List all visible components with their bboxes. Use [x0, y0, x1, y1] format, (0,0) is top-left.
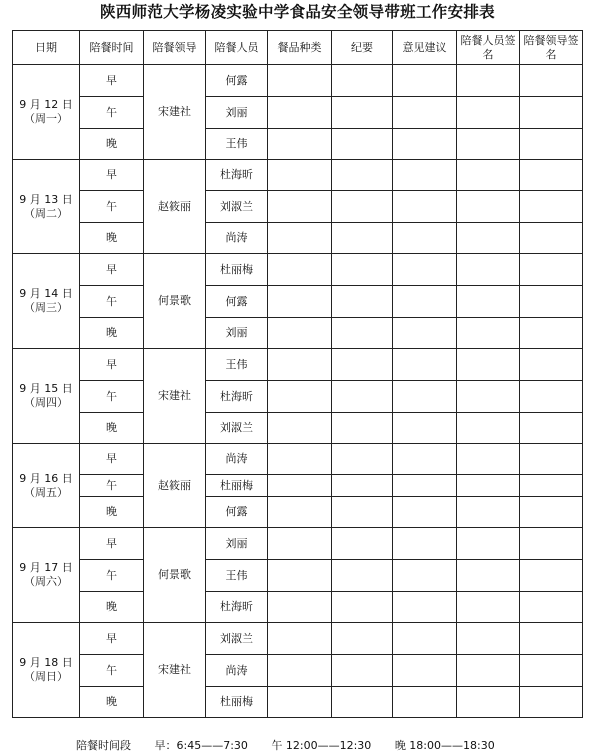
table-row	[13, 65, 583, 97]
meal-time-cell: 午	[80, 475, 144, 497]
food-type-cell[interactable]	[268, 592, 332, 623]
weekday-text: （周四）	[24, 396, 68, 409]
suggestions-cell[interactable]	[393, 129, 457, 160]
leader-signature-cell[interactable]	[520, 223, 583, 254]
schedule-table	[12, 30, 583, 718]
staff-cell: 王伟	[206, 560, 268, 592]
notes-cell[interactable]	[332, 560, 393, 592]
staff-cell: 王伟	[206, 349, 268, 381]
notes-cell[interactable]	[332, 475, 393, 497]
table-row	[13, 223, 583, 254]
header-staff: 陪餐人员	[206, 31, 268, 65]
food-type-cell[interactable]	[268, 413, 332, 444]
suggestions-cell[interactable]	[393, 623, 457, 655]
table-row	[13, 592, 583, 623]
date-cell	[13, 623, 80, 718]
leader-signature-cell[interactable]	[520, 318, 583, 349]
date-cell	[13, 444, 80, 528]
staff-signature-cell[interactable]	[457, 528, 520, 560]
page-title: 陕西师范大学杨凌实验中学食品安全领导带班工作安排表	[99, 2, 495, 21]
date-text: 9 月 14 日	[19, 287, 73, 300]
leader-cell: 宋建社	[144, 349, 206, 444]
staff-cell: 刘丽	[206, 528, 268, 560]
suggestions-cell[interactable]	[393, 444, 457, 475]
suggestions-cell[interactable]	[393, 254, 457, 286]
meal-time-cell: 午	[80, 560, 144, 592]
staff-cell: 刘淑兰	[206, 413, 268, 444]
meal-time-cell: 晚	[80, 223, 144, 254]
date-text: 9 月 17 日	[19, 561, 73, 574]
date-cell	[13, 349, 80, 444]
meal-time-cell: 午	[80, 97, 144, 129]
suggestions-cell[interactable]	[393, 687, 457, 718]
table-row	[13, 413, 583, 444]
suggestions-cell[interactable]	[393, 528, 457, 560]
notes-cell[interactable]	[332, 413, 393, 444]
leader-cell: 宋建社	[144, 623, 206, 718]
suggestions-cell[interactable]	[393, 318, 457, 349]
date-cell	[13, 160, 80, 254]
weekday-text: （周五）	[24, 485, 68, 499]
staff-cell: 何露	[206, 286, 268, 318]
weekday-text: （周二）	[24, 206, 68, 220]
date-text: 9 月 18 日	[19, 656, 73, 669]
staff-signature-cell[interactable]	[457, 286, 520, 318]
food-type-cell[interactable]	[268, 560, 332, 592]
meal-time-cell: 早	[80, 528, 144, 560]
weekday-text: （周一）	[24, 112, 68, 125]
leader-signature-cell[interactable]	[520, 65, 583, 97]
staff-cell: 刘丽	[206, 318, 268, 349]
leader-signature-cell[interactable]	[520, 381, 583, 413]
staff-cell: 尚涛	[206, 655, 268, 687]
staff-cell: 杜海昕	[206, 592, 268, 623]
leader-signature-cell[interactable]	[520, 191, 583, 223]
food-type-cell[interactable]	[268, 129, 332, 160]
table-row	[13, 381, 583, 413]
weekday-text: （周三）	[24, 301, 68, 314]
staff-cell: 尚涛	[206, 223, 268, 254]
staff-signature-cell[interactable]	[457, 223, 520, 254]
header-row	[13, 31, 583, 65]
date-text: 9 月 12 日	[19, 98, 73, 111]
notes-cell[interactable]	[332, 592, 393, 623]
leader-signature-cell[interactable]	[520, 444, 583, 475]
staff-signature-cell[interactable]	[457, 97, 520, 129]
suggestions-cell[interactable]	[393, 560, 457, 592]
table-row	[13, 318, 583, 349]
notes-cell[interactable]	[332, 528, 393, 560]
staff-cell: 王伟	[206, 129, 268, 160]
leader-signature-cell[interactable]	[520, 655, 583, 687]
staff-signature-cell[interactable]	[457, 497, 520, 528]
notes-cell[interactable]	[332, 381, 393, 413]
leader-signature-cell[interactable]	[520, 413, 583, 444]
staff-cell: 刘淑兰	[206, 623, 268, 655]
meal-time-cell: 晚	[80, 687, 144, 718]
staff-cell: 杜海昕	[206, 381, 268, 413]
staff-signature-cell[interactable]	[457, 349, 520, 381]
table-row	[13, 286, 583, 318]
date-text: 9 月 16 日	[19, 471, 73, 485]
date-text: 9 月 13 日	[19, 192, 73, 206]
suggestions-cell[interactable]	[393, 381, 457, 413]
leader-signature-cell[interactable]	[520, 475, 583, 497]
notes-cell[interactable]	[332, 497, 393, 528]
leader-signature-cell[interactable]	[520, 160, 583, 191]
table-row	[13, 191, 583, 223]
meal-time-cell: 早	[80, 444, 144, 475]
table-row	[13, 129, 583, 160]
meal-time-cell: 早	[80, 65, 144, 97]
leader-signature-cell[interactable]	[520, 349, 583, 381]
food-type-cell[interactable]	[268, 160, 332, 191]
staff-signature-cell[interactable]	[457, 687, 520, 718]
staff-signature-cell[interactable]	[457, 160, 520, 191]
food-type-cell[interactable]	[268, 623, 332, 655]
food-type-cell[interactable]	[268, 286, 332, 318]
food-type-cell[interactable]	[268, 254, 332, 286]
staff-cell: 杜丽梅	[206, 687, 268, 718]
table-row	[13, 623, 583, 655]
staff-cell: 何露	[206, 65, 268, 97]
staff-cell: 杜丽梅	[206, 475, 268, 497]
meal-time-cell: 午	[80, 191, 144, 223]
header-suggestions: 意见建议	[393, 31, 457, 65]
notes-cell[interactable]	[332, 65, 393, 97]
staff-signature-cell[interactable]	[457, 318, 520, 349]
leader-signature-cell[interactable]	[520, 286, 583, 318]
notes-cell[interactable]	[332, 318, 393, 349]
header-notes: 纪要	[332, 31, 393, 65]
food-type-cell[interactable]	[268, 223, 332, 254]
notes-cell[interactable]	[332, 160, 393, 191]
notes-cell[interactable]	[332, 129, 393, 160]
notes-cell[interactable]	[332, 444, 393, 475]
staff-signature-cell[interactable]	[457, 592, 520, 623]
staff-cell: 尚涛	[206, 444, 268, 475]
table-row	[13, 475, 583, 497]
meal-time-cell: 晚	[80, 497, 144, 528]
footer-label: 陪餐时间段	[76, 739, 131, 752]
notes-cell[interactable]	[332, 349, 393, 381]
staff-signature-cell[interactable]	[457, 191, 520, 223]
staff-cell: 杜丽梅	[206, 254, 268, 286]
table-row	[13, 349, 583, 381]
staff-signature-cell[interactable]	[457, 413, 520, 444]
table-row	[13, 687, 583, 718]
notes-cell[interactable]	[332, 623, 393, 655]
staff-signature-cell[interactable]	[457, 129, 520, 160]
food-type-cell[interactable]	[268, 318, 332, 349]
table-row	[13, 655, 583, 687]
suggestions-cell[interactable]	[393, 413, 457, 444]
staff-cell: 刘丽	[206, 97, 268, 129]
food-type-cell[interactable]	[268, 381, 332, 413]
weekday-text: （周六）	[24, 575, 68, 588]
leader-signature-cell[interactable]	[520, 497, 583, 528]
food-type-cell[interactable]	[268, 97, 332, 129]
suggestions-cell[interactable]	[393, 497, 457, 528]
food-type-cell[interactable]	[268, 475, 332, 497]
food-type-cell[interactable]	[268, 349, 332, 381]
date-cell	[13, 528, 80, 623]
table-row	[13, 160, 583, 191]
food-type-cell[interactable]	[268, 655, 332, 687]
notes-cell[interactable]	[332, 97, 393, 129]
food-type-cell[interactable]	[268, 65, 332, 97]
header-date: 日期	[13, 31, 80, 65]
footer-dinner: 晚 18:00——18:30	[394, 739, 495, 752]
leader-signature-cell[interactable]	[520, 97, 583, 129]
staff-cell: 杜海昕	[206, 160, 268, 191]
header-meal-time: 陪餐时间	[80, 31, 144, 65]
suggestions-cell[interactable]	[393, 349, 457, 381]
staff-signature-cell[interactable]	[457, 444, 520, 475]
staff-signature-cell[interactable]	[457, 623, 520, 655]
food-type-cell[interactable]	[268, 687, 332, 718]
header-leader-signature: 陪餐领导签名	[520, 31, 583, 65]
table-row	[13, 254, 583, 286]
footer-lunch: 午 12:00——12:30	[271, 739, 372, 752]
meal-time-cell: 早	[80, 623, 144, 655]
table-row	[13, 528, 583, 560]
food-type-cell[interactable]	[268, 444, 332, 475]
food-type-cell[interactable]	[268, 497, 332, 528]
leader-signature-cell[interactable]	[520, 623, 583, 655]
staff-cell: 何露	[206, 497, 268, 528]
table-row	[13, 497, 583, 528]
staff-signature-cell[interactable]	[457, 381, 520, 413]
leader-signature-cell[interactable]	[520, 592, 583, 623]
meal-time-footer	[76, 737, 495, 753]
suggestions-cell[interactable]	[393, 97, 457, 129]
meal-time-cell: 晚	[80, 592, 144, 623]
staff-signature-cell[interactable]	[457, 65, 520, 97]
suggestions-cell[interactable]	[393, 655, 457, 687]
table-row	[13, 97, 583, 129]
meal-time-cell: 午	[80, 381, 144, 413]
leader-signature-cell[interactable]	[520, 560, 583, 592]
staff-signature-cell[interactable]	[457, 655, 520, 687]
staff-signature-cell[interactable]	[457, 254, 520, 286]
meal-time-cell: 午	[80, 286, 144, 318]
suggestions-cell[interactable]	[393, 223, 457, 254]
date-cell	[13, 65, 80, 160]
header-staff-signature: 陪餐人员签名	[457, 31, 520, 65]
notes-cell[interactable]	[332, 223, 393, 254]
table-row	[13, 444, 583, 475]
notes-cell[interactable]	[332, 286, 393, 318]
meal-time-cell: 午	[80, 655, 144, 687]
staff-signature-cell[interactable]	[457, 560, 520, 592]
staff-cell: 刘淑兰	[206, 191, 268, 223]
footer-breakfast: 早：6:45——7:30	[154, 739, 248, 752]
suggestions-cell[interactable]	[393, 191, 457, 223]
notes-cell[interactable]	[332, 191, 393, 223]
meal-time-cell: 晚	[80, 318, 144, 349]
notes-cell[interactable]	[332, 254, 393, 286]
suggestions-cell[interactable]	[393, 475, 457, 497]
meal-time-cell: 早	[80, 160, 144, 191]
suggestions-cell[interactable]	[393, 160, 457, 191]
suggestions-cell[interactable]	[393, 592, 457, 623]
food-type-cell[interactable]	[268, 528, 332, 560]
weekday-text: （周日）	[24, 670, 68, 683]
suggestions-cell[interactable]	[393, 65, 457, 97]
meal-time-cell: 晚	[80, 413, 144, 444]
leader-cell: 何景歌	[144, 528, 206, 623]
header-leader: 陪餐领导	[144, 31, 206, 65]
notes-cell[interactable]	[332, 687, 393, 718]
suggestions-cell[interactable]	[393, 286, 457, 318]
meal-time-cell: 早	[80, 254, 144, 286]
leader-signature-cell[interactable]	[520, 129, 583, 160]
leader-cell: 宋建社	[144, 65, 206, 160]
date-cell	[13, 254, 80, 349]
leader-signature-cell[interactable]	[520, 528, 583, 560]
notes-cell[interactable]	[332, 655, 393, 687]
leader-cell: 赵筱丽	[144, 160, 206, 254]
leader-cell: 赵筱丽	[144, 444, 206, 528]
meal-time-cell: 晚	[80, 129, 144, 160]
leader-signature-cell[interactable]	[520, 254, 583, 286]
date-text: 9 月 15 日	[19, 382, 73, 395]
food-type-cell[interactable]	[268, 191, 332, 223]
table-row	[13, 560, 583, 592]
staff-signature-cell[interactable]	[457, 475, 520, 497]
leader-signature-cell[interactable]	[520, 687, 583, 718]
header-food-type: 餐品种类	[268, 31, 332, 65]
leader-cell: 何景歌	[144, 254, 206, 349]
meal-time-cell: 早	[80, 349, 144, 381]
